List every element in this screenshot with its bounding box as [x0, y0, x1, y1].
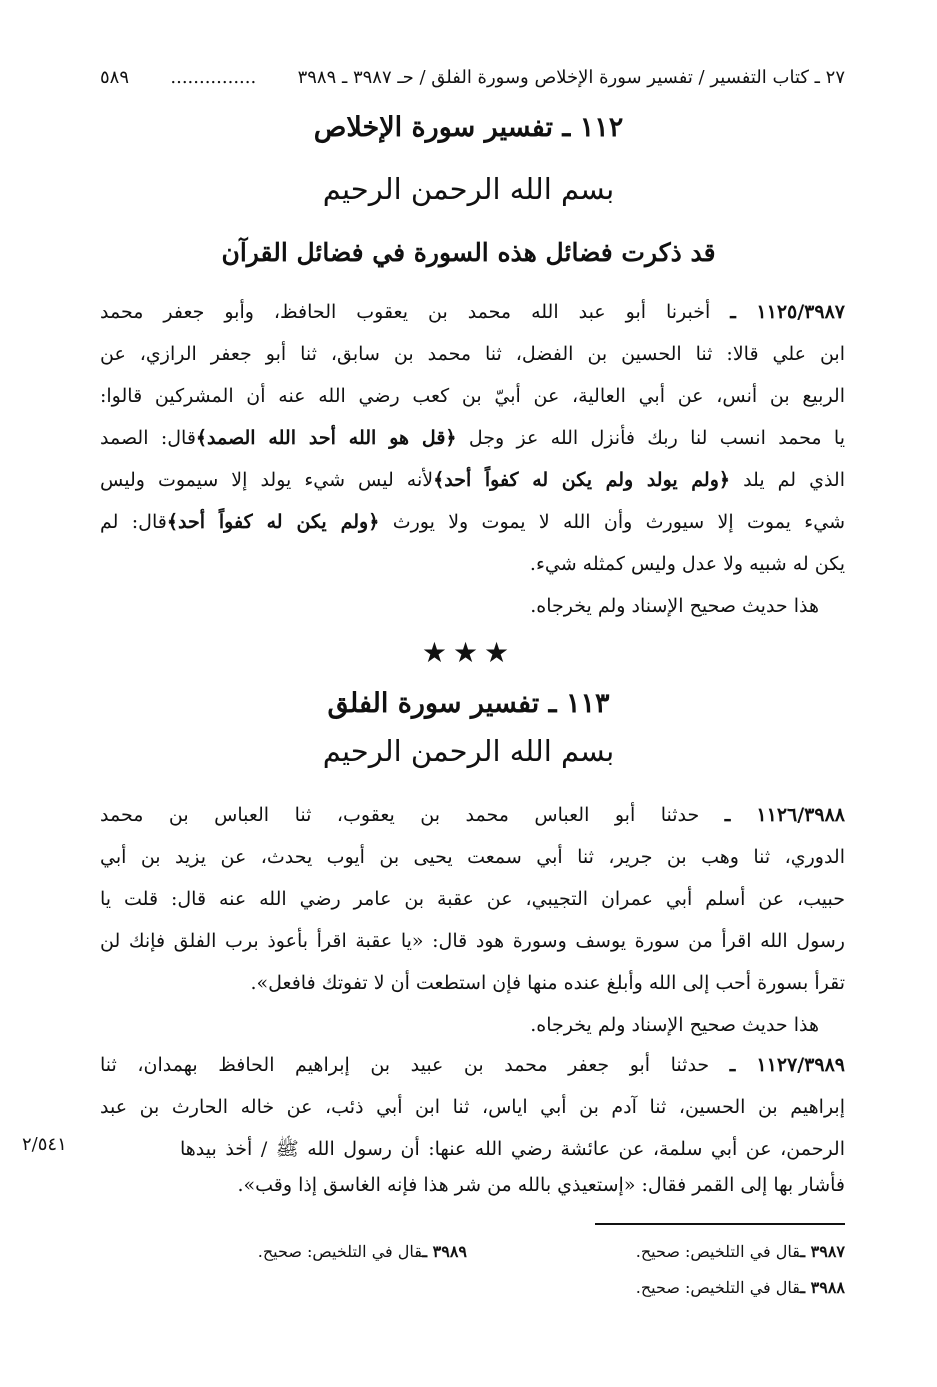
hadith-grading: هذا حديث صحيح الإسناد ولم يخرجاه.	[530, 595, 819, 617]
quran-verse: ﴿ولم يكن له كفواً أحد﴾	[166, 511, 380, 533]
hadith-number: ١١٢٧/٣٩٨٩ ـ	[729, 1054, 845, 1076]
running-header	[100, 62, 845, 92]
hadith-line: ١١٢٧/٣٩٨٩ ـ حدثنا أبو جعفر محمد بن عبيد بن إبراهيم الحافظ بهمدان، ثنا	[100, 1054, 845, 1076]
hadith-line: تقرأ بسورة أحب إلى الله وأبلغ عنده منها فإن استطعت أن لا تفوتك فافعل».	[250, 972, 845, 994]
basmala: بسم الله الرحمن الرحيم	[322, 172, 615, 206]
hadith-line: الربيع بن أنس، عن أبي العالية، عن أبيّ بن كعب رضي الله عنه أن المشركين قالوا:	[100, 385, 845, 407]
basmala: بسم الله الرحمن الرحيم	[322, 734, 615, 768]
hadith-line: رسول الله اقرأ من سورة يوسف وسورة هود قال: «يا عقبة اقرأ بأعوذ برب الفلق فإنك لن	[100, 930, 845, 952]
footnote: ٣٩٨٧ ـقال في التلخيص: صحيح.	[635, 1242, 845, 1261]
section-title: ١١٢ ـ تفسير سورة الإخلاص	[313, 112, 624, 143]
hadith-line: الرحمن، عن أبي سلمة، عن عائشة رضي الله عنها: أن رسول الله ﷺ / أخذ بيدها	[180, 1138, 845, 1160]
hadith-number: ١١٢٥/٣٩٨٧ ـ	[730, 301, 846, 323]
hadith-line: الدوري، ثنا وهب بن جرير، ثنا أبي سمعت يحيى بن أيوب يحدث، عن يزيد بن أبي	[100, 846, 845, 868]
section-title: ١١٣ ـ تفسير سورة الفلق	[327, 688, 610, 719]
section-separator: ★★★	[421, 636, 516, 669]
quran-verse: ﴿قل هو الله أحد الله الصمد﴾	[195, 427, 457, 449]
hadith-line: شيء يموت إلا سيورث وأن الله لا يموت ولا يورث ﴿ولم يكن له كفواً أحد﴾قال: لم	[100, 511, 845, 533]
hadith-line: ١١٢٥/٣٩٨٧ ـ أخبرنا أبو عبد الله محمد بن يعقوب الحافظ، وأبو جعفر محمد	[100, 301, 846, 323]
hadith-grading: هذا حديث صحيح الإسناد ولم يخرجاه.	[530, 1014, 819, 1036]
hadith-number: ١١٢٦/٣٩٨٨ ـ	[724, 804, 845, 826]
section-subtitle: قد ذكرت فضائل هذه السورة في فضائل القرآن	[221, 238, 716, 267]
footnote-divider	[595, 1223, 845, 1225]
hadith-line: ابن علي قالا: ثنا الحسين بن الفضل، ثنا محمد بن سابق، ثنا أبو جعفر الرازي، عن	[100, 343, 845, 365]
hadith-line: حبيب، عن أسلم أبي عمران التجيبي، عن عقبة بن عامر رضي الله عنه قال: قلت يا	[100, 888, 845, 910]
footnote: ٣٩٨٨ ـقال في التلخيص: صحيح.	[635, 1278, 845, 1297]
footnote: ٣٩٨٩ ـقال في التلخيص: صحيح.	[257, 1242, 467, 1261]
running-header-title: ٢٧ ـ كتاب التفسير / تفسير سورة الإخلاص وسورة الفلق / حـ ٣٩٨٧ ـ ٣٩٨٩	[297, 66, 845, 88]
page-number: ٥٨٩	[100, 66, 130, 88]
hadith-line: الذي لم يلد ﴿ولم يولد ولم يكن له كفواً أحد﴾لأنه ليس شيء يولد إلا سيموت وليس	[100, 469, 846, 491]
margin-reference: ٢/٥٤١	[22, 1134, 67, 1155]
hadith-line: إبراهيم بن الحسين، ثنا آدم بن أبي اياس، ثنا ابن أبي ذئب، عن خاله الحارث بن عبد	[100, 1096, 845, 1118]
hadith-line: ١١٢٦/٣٩٨٨ ـ حدثنا أبو العباس محمد بن يعقوب، ثنا العباس بن محمد	[100, 804, 845, 826]
hadith-line: يكن له شبيه ولا عدل وليس كمثله شيء.	[529, 553, 845, 575]
hadith-line: فأشار بها إلى القمر فقال: «إستعيذي بالله من شر هذا فإنه الغاسق إذا وقب».	[237, 1174, 845, 1196]
quran-verse: ﴿ولم يولد ولم يكن له كفواً أحد﴾	[433, 469, 731, 491]
hadith-line: يا محمد انسب لنا ربك فأنزل الله عز وجل ﴿قل هو الله أحد الله الصمد﴾قال: الصمد	[100, 427, 845, 449]
running-header-dots: ...............	[170, 66, 257, 88]
